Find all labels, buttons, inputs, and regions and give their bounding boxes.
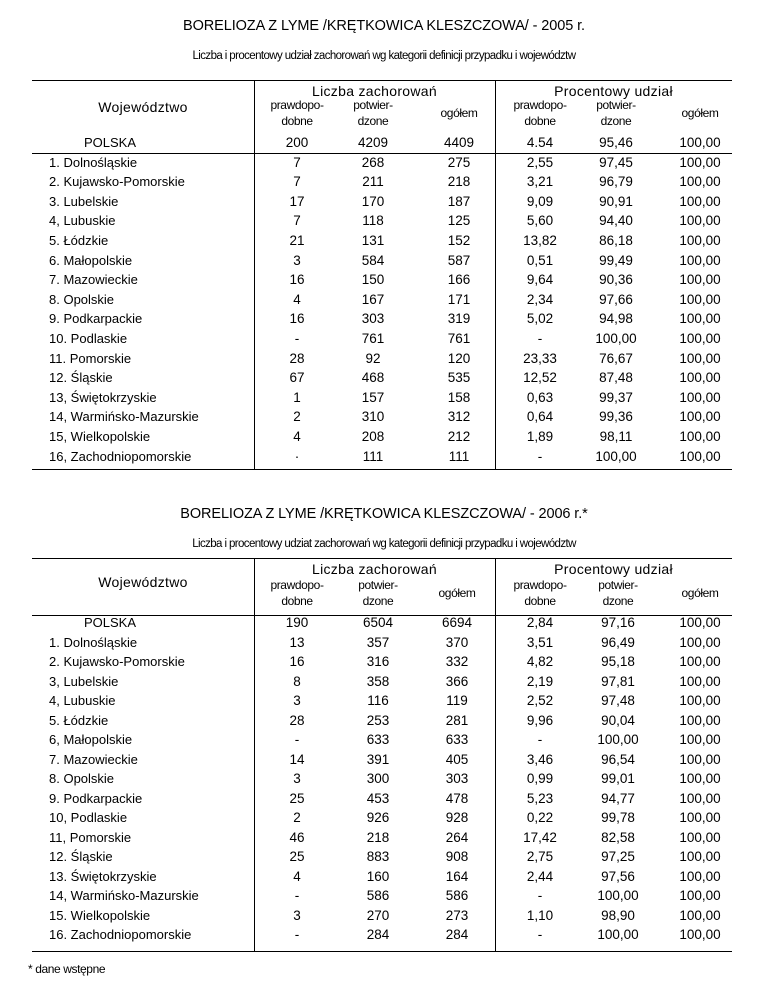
value-c1: 3	[293, 693, 301, 708]
value-c1: 190	[285, 615, 309, 630]
value-p2: 97,25	[601, 849, 635, 864]
value-p3: 100,00	[679, 810, 721, 825]
value-p3: 100,00	[679, 213, 721, 229]
header-confirmed: dzone	[600, 114, 632, 128]
value-c2: 310	[361, 409, 385, 425]
value-p1: 0,64	[526, 409, 554, 425]
header-confirmed: potwier-	[353, 98, 393, 112]
value-p1: 9,09	[526, 193, 554, 209]
value-p1: 0,63	[526, 389, 554, 405]
value-c2: 883	[366, 849, 390, 864]
value-c2: 6504	[362, 615, 394, 630]
header-probable: dobne	[281, 594, 313, 608]
value-p3: 100,00	[679, 193, 721, 209]
value-p3: 100,00	[679, 907, 721, 923]
region-name: 10, Podlaskie	[49, 810, 128, 825]
header-confirmed: dzone	[362, 594, 394, 608]
value-c2: 391	[366, 751, 390, 767]
value-p2: 99,01	[601, 771, 635, 786]
value-c1: -	[294, 888, 300, 903]
value-p3: 100,00	[679, 311, 721, 327]
value-p3: 100,00	[679, 673, 721, 689]
value-p1: 2,55	[526, 154, 554, 170]
value-c2: 926	[366, 810, 390, 825]
value-p3: 100,00	[679, 634, 721, 650]
value-p3: 100,00	[679, 888, 721, 903]
value-c3: 303	[445, 771, 469, 786]
table-divider	[495, 559, 496, 951]
value-p3: 100,00	[679, 790, 721, 806]
value-p1: 17,42	[523, 829, 557, 845]
value-c2: 218	[366, 829, 390, 845]
value-c3: 332	[445, 654, 469, 669]
value-p1: -	[537, 732, 543, 747]
region-name: 2. Kujawsko-Pomorskie	[49, 654, 185, 669]
value-p3: 100,00	[679, 389, 721, 405]
value-c3: 312	[447, 409, 471, 425]
value-c1: 4	[293, 429, 301, 444]
value-p3: 100,00	[679, 331, 721, 346]
region-name: 6. Małopolskie	[49, 252, 133, 268]
value-p3: 100,00	[679, 429, 721, 444]
value-c2: 284	[366, 927, 390, 942]
value-c3: 164	[445, 868, 469, 884]
value-c1: 200	[285, 135, 309, 150]
region-name: 9. Podkarpackie	[49, 790, 143, 806]
value-c2: 167	[361, 291, 385, 307]
value-c3: 281	[445, 712, 469, 728]
region-name: 15, Wielkopolskie	[49, 429, 151, 444]
value-c3: 166	[447, 272, 471, 288]
value-p3: 100,00	[679, 615, 721, 630]
value-c2: 270	[366, 907, 390, 923]
value-c3: 125	[447, 213, 471, 229]
region-name: 15. Wielkopolskie	[49, 907, 151, 923]
value-p2: 94,98	[599, 311, 633, 327]
value-p1: 5,23	[526, 790, 554, 806]
region-name: 2. Kujawsko-Pomorskie	[49, 174, 185, 190]
value-p3: 100,00	[679, 927, 721, 942]
value-c1: 4	[293, 291, 301, 307]
value-p2: 76,67	[599, 350, 633, 366]
value-c2: 170	[361, 193, 385, 209]
value-c1: ·	[294, 448, 300, 464]
value-p2: 99,37	[599, 389, 633, 405]
value-c2: 160	[366, 868, 390, 884]
value-c3: 6694	[441, 615, 473, 630]
value-c2: 300	[366, 771, 390, 786]
value-c3: 264	[445, 829, 469, 845]
value-p1: 13,82	[523, 233, 557, 248]
value-p1: 0,22	[526, 810, 554, 825]
value-p3: 100,00	[679, 409, 721, 425]
header-confirmed: potwier-	[358, 578, 398, 592]
value-c2: 584	[361, 252, 385, 268]
header-probable: dobne	[524, 594, 556, 608]
value-p1: 3,51	[526, 634, 554, 650]
value-c1: 3	[293, 771, 301, 786]
value-c1: 28	[289, 350, 305, 366]
value-c1: 7	[293, 174, 301, 190]
value-p1: 9,96	[526, 712, 554, 728]
value-p2: 100,00	[597, 927, 639, 942]
value-p2: 99,49	[599, 252, 633, 268]
value-c1: 16	[289, 654, 305, 669]
region-name: 1. Dolnośląskie	[49, 154, 138, 170]
table-subtitle: Liczba i procentowy udziat zachorowań wg kategorii definicji przypadku i województw	[192, 538, 576, 550]
value-c1: 46	[289, 829, 305, 845]
value-p1: 2,84	[526, 615, 554, 630]
value-c1: 67	[289, 370, 305, 386]
value-p1: 5,02	[526, 311, 554, 327]
value-c2: 116	[367, 693, 389, 708]
header-confirmed: potwier-	[598, 578, 638, 592]
value-c3: 478	[445, 790, 469, 806]
value-c1: 3	[293, 252, 301, 268]
value-c1: 2	[293, 409, 301, 425]
value-p2: 82,58	[601, 829, 635, 845]
value-c1: 2	[293, 810, 301, 825]
value-c1: -	[294, 331, 300, 346]
value-p2: 97,48	[601, 693, 635, 708]
value-p3: 100,00	[679, 751, 721, 767]
value-c3: 4409	[443, 135, 475, 150]
value-p1: 0,99	[526, 771, 554, 786]
table-divider	[495, 81, 496, 469]
region-name: 4, Lubuskie	[49, 693, 116, 708]
value-p3: 100,00	[679, 233, 721, 248]
value-c1: -	[294, 732, 300, 747]
value-c1: 3	[293, 907, 301, 923]
value-c3: 761	[447, 331, 471, 346]
value-c1: 1	[293, 389, 301, 405]
value-p2: 96,79	[599, 174, 633, 190]
region-name: 10. Podlaskie	[49, 331, 128, 346]
value-p2: 99,78	[601, 810, 635, 825]
value-c1: 28	[289, 712, 305, 728]
value-c1: 14	[289, 751, 305, 767]
value-c3: 171	[447, 291, 471, 307]
value-c3: 120	[447, 350, 471, 366]
value-p1: 3,46	[526, 751, 554, 767]
value-c2: 92	[365, 350, 381, 366]
value-c3: 928	[445, 810, 469, 825]
value-c3: 587	[447, 252, 471, 268]
value-p1: 2,19	[526, 673, 554, 689]
region-name: 5. Łódzkie	[49, 712, 109, 728]
value-p2: 97,16	[601, 615, 635, 630]
value-p1: 4,82	[526, 654, 554, 669]
value-p2: 94,40	[599, 213, 633, 229]
value-c1: 25	[289, 790, 305, 806]
region-total-label: POLSKA	[84, 615, 137, 630]
region-name: 4, Lubuskie	[49, 213, 116, 229]
value-c2: 118	[362, 213, 384, 229]
value-p2: 100,00	[595, 331, 637, 346]
region-total-label: POLSKA	[84, 135, 137, 150]
value-c2: 633	[366, 732, 390, 747]
value-c1: -	[294, 927, 300, 942]
value-p3: 100,00	[679, 732, 721, 747]
value-p3: 100,00	[679, 370, 721, 386]
region-name: 11, Pomorskie	[49, 829, 132, 845]
value-p2: 97,81	[601, 673, 635, 689]
value-c3: 908	[445, 849, 469, 864]
value-c3: 405	[445, 751, 469, 767]
value-p2: 90,91	[599, 193, 633, 209]
value-p2: 86,18	[599, 233, 633, 248]
value-p2: 87,48	[599, 370, 633, 386]
value-c2: 4209	[357, 135, 389, 150]
value-p2: 96,54	[601, 751, 635, 767]
region-name: 14, Warmińsko-Mazurskie	[49, 888, 199, 903]
header-total: ogółem	[681, 586, 719, 600]
value-c1: 16	[289, 311, 305, 327]
header-percent-group: Procentowy udział	[554, 83, 673, 99]
value-c2: 211	[362, 174, 384, 190]
header-count-group: Liczba zachorowań	[312, 83, 437, 99]
value-c3: 275	[447, 154, 471, 170]
header-region: Województwo	[98, 99, 188, 115]
value-p1: -	[537, 448, 543, 464]
value-c2: 761	[361, 331, 385, 346]
header-confirmed: potwier-	[596, 98, 636, 112]
region-name: 13, Świętokrzyskie	[49, 389, 157, 405]
value-c2: 453	[366, 790, 390, 806]
value-p2: 95,18	[601, 654, 635, 669]
value-p1: -	[537, 888, 543, 903]
header-probable: prawdopo-	[513, 578, 567, 592]
value-p1: 23,33	[523, 350, 557, 366]
value-p2: 96,49	[601, 634, 635, 650]
value-p3: 100,00	[679, 693, 721, 708]
header-confirmed: dzone	[357, 114, 389, 128]
header-region: Województwo	[98, 574, 188, 590]
data-table	[32, 558, 732, 952]
header-total: ogółem	[681, 106, 719, 120]
region-name: 16. Zachodniopomorskie	[49, 927, 192, 942]
value-p1: 4.54	[526, 135, 554, 150]
value-c2: 253	[366, 712, 390, 728]
value-c2: 586	[366, 888, 390, 903]
value-c1: 17	[289, 193, 305, 209]
value-c2: 357	[366, 634, 390, 650]
value-c2: 468	[361, 370, 385, 386]
value-p1: 0,51	[526, 252, 554, 268]
value-p1: 2,34	[526, 291, 554, 307]
value-p1: 1,89	[526, 429, 554, 444]
region-name: 16, Zachodniopomorskie	[49, 448, 192, 464]
header-probable: dobne	[281, 114, 313, 128]
value-p2: 99,36	[599, 409, 633, 425]
value-p2: 100,00	[597, 732, 639, 747]
value-c3: 273	[445, 907, 469, 923]
value-p2: 97,56	[601, 868, 635, 884]
header-count-group: Liczba zachorowań	[312, 561, 437, 577]
value-p2: 90,36	[599, 272, 633, 288]
header-probable: dobne	[524, 114, 556, 128]
value-c3: 319	[447, 311, 471, 327]
table-divider	[254, 81, 255, 469]
header-probable: prawdopo-	[513, 98, 567, 112]
value-p3: 100,00	[679, 252, 721, 268]
header-total: ogółem	[440, 106, 478, 120]
value-p3: 100,00	[679, 291, 721, 307]
value-c3: 158	[447, 389, 471, 405]
value-p2: 98,11	[599, 429, 633, 444]
value-p1: 1,10	[526, 907, 554, 923]
value-p1: 3,21	[526, 174, 554, 190]
value-c2: 208	[361, 429, 385, 444]
value-c1: 16	[289, 272, 305, 288]
region-name: 14, Warmińsko-Mazurskie	[49, 409, 199, 425]
value-c2: 150	[361, 272, 385, 288]
region-name: 7. Mazowieckie	[49, 272, 138, 288]
value-p3: 100,00	[679, 174, 721, 190]
value-p3: 100,00	[679, 448, 721, 464]
value-p3: 100,00	[679, 771, 721, 786]
value-p3: 100,00	[679, 654, 721, 669]
value-c3: 111	[448, 448, 470, 464]
value-p1: -	[537, 927, 543, 942]
value-c2: 316	[366, 654, 390, 669]
value-c1: 25	[289, 849, 305, 864]
data-table	[32, 80, 732, 470]
value-p1: -	[537, 331, 543, 346]
value-c1: 21	[289, 233, 305, 248]
value-p2: 97,66	[599, 291, 633, 307]
value-p1: 5,60	[526, 213, 554, 229]
value-c1: 4	[293, 868, 301, 884]
value-c3: 633	[445, 732, 469, 747]
value-p1: 2,44	[526, 868, 554, 884]
value-p3: 100,00	[679, 135, 721, 150]
value-c3: 119	[446, 693, 468, 708]
value-c2: 358	[366, 673, 390, 689]
header-total: ogółem	[438, 586, 476, 600]
region-name: 13. Świętokrzyskie	[49, 868, 157, 884]
value-c3: 187	[447, 193, 471, 209]
value-c2: 268	[361, 154, 385, 170]
region-name: 8. Opolskie	[49, 291, 115, 307]
value-p2: 90,04	[601, 712, 635, 728]
value-p1: 2,52	[526, 693, 554, 708]
value-p3: 100,00	[679, 829, 721, 845]
value-p3: 100,00	[679, 712, 721, 728]
value-c2: 131	[361, 233, 385, 248]
value-c3: 370	[445, 634, 469, 650]
value-c3: 152	[447, 233, 471, 248]
value-c3: 366	[445, 673, 469, 689]
region-name: 9. Podkarpackie	[49, 311, 143, 327]
value-c1: 7	[293, 213, 301, 229]
value-c3: 284	[445, 927, 469, 942]
value-p2: 100,00	[595, 448, 637, 464]
value-p1: 12,52	[523, 370, 557, 386]
value-p1: 9,64	[526, 272, 554, 288]
footnote: * dane wstępne	[28, 962, 106, 976]
value-p3: 100,00	[679, 849, 721, 864]
value-p2: 100,00	[597, 888, 639, 903]
value-p2: 94,77	[601, 790, 635, 806]
header-probable: prawdopo-	[270, 98, 324, 112]
region-name: 6, Małopolskie	[49, 732, 133, 747]
region-name: 5. Łódzkie	[49, 233, 109, 248]
value-c2: 111	[362, 448, 384, 464]
region-name: 12. Śląskie	[49, 370, 113, 386]
table-divider	[254, 559, 255, 951]
value-p2: 98,90	[601, 907, 635, 923]
value-c3: 535	[447, 370, 471, 386]
value-p3: 100,00	[679, 272, 721, 288]
region-name: 3, Lubelskie	[49, 673, 119, 689]
value-c2: 303	[361, 311, 385, 327]
value-c1: 8	[293, 673, 301, 689]
header-probable: prawdopo-	[270, 578, 324, 592]
region-name: 1. Dolnośląskie	[49, 634, 138, 650]
table-title: BORELIOZA Z LYME /KRĘTKOWICA KLESZCZOWA/ - 2005 r.	[183, 18, 585, 34]
region-name: 8. Opolskie	[49, 771, 115, 786]
region-name: 7. Mazowieckie	[49, 751, 138, 767]
value-c3: 212	[447, 429, 471, 444]
value-c3: 218	[447, 174, 471, 190]
table-title: BORELIOZA Z LYME /KRĘTKOWICA KLESZCZOWA/ - 2006 r.*	[180, 506, 588, 522]
header-confirmed: dzone	[602, 594, 634, 608]
region-name: 12. Śląskie	[49, 849, 113, 864]
value-p3: 100,00	[679, 350, 721, 366]
value-p3: 100,00	[679, 154, 721, 170]
value-p3: 100,00	[679, 868, 721, 884]
value-c3: 586	[445, 888, 469, 903]
value-p1: 2,75	[526, 849, 554, 864]
value-c1: 13	[289, 634, 305, 650]
value-p2: 97,45	[599, 154, 633, 170]
header-percent-group: Procentowy udział	[554, 561, 673, 577]
region-name: 3. Lubelskie	[49, 193, 119, 209]
table-subtitle: Liczba i procentowy udział zachorowań wg kategorii definicji przypadku i województw	[192, 50, 576, 62]
value-c2: 157	[361, 389, 385, 405]
value-c1: 7	[293, 154, 301, 170]
value-p2: 95,46	[599, 135, 633, 150]
region-name: 11. Pomorskie	[49, 350, 132, 366]
